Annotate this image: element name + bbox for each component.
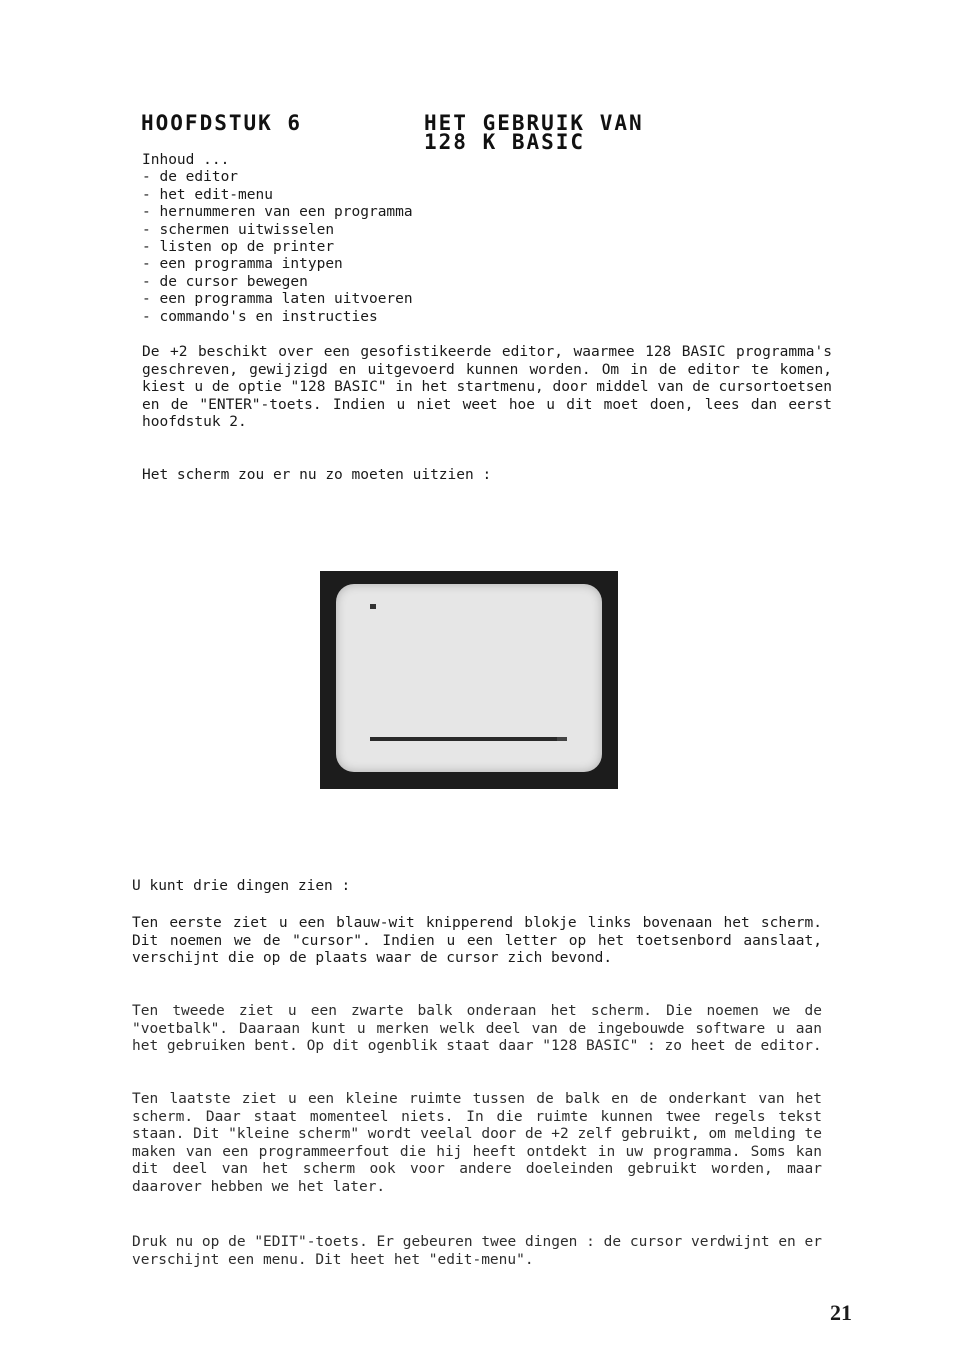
toc-intro: Inhoud ...	[142, 152, 230, 168]
table-of-contents	[142, 152, 413, 326]
toc-item: - hernummeren van een programma	[142, 204, 413, 221]
chapter-title-line1: HET GEBRUIK VAN	[424, 111, 644, 135]
toc-item: - listen op de printer	[142, 239, 335, 256]
tv-screen-illustration	[320, 571, 618, 789]
chapter-heading	[141, 111, 644, 154]
page-number: 21	[830, 1300, 852, 1325]
toc-item: - schermen uitwisselen	[142, 221, 335, 238]
footer-bar	[370, 737, 560, 741]
small-screen-paragraph: Ten laatste ziet u een kleine ruimte tussen de balk en de onderkant van het scherm. Daar staat momenteel niets. In die ruimte kunnen twee regels tekst staan. Dit "kleine scherm" wordt veelal door de +2 zelf gebruikt, om melding te maken van een programmeerfout die hij heeft ontdekt in uw programma. Soms kan dit deel van het scherm ook voor andere doeleinden gebruikt worden, maar daarover hebben we het later.	[132, 1091, 822, 1195]
footer-bar-end	[557, 737, 567, 741]
footer-bar-paragraph: Ten tweede ziet u een zwarte balk onderaan het scherm. Die noemen we de "voetbalk". Daaraan kunt u merken welk deel van de ingebouwde software u aan het gebruiken bent. Op dit ogenblik staat daar "128 BASIC" : zo heet de editor.	[132, 1003, 822, 1055]
toc-item: - een programma intypen	[142, 256, 343, 273]
chapter-title-line2: 128 K BASIC	[424, 130, 586, 154]
edit-key-paragraph: Druk nu op de "EDIT"-toets. Er gebeuren twee dingen : de cursor verdwijnt en er verschijnt een menu. Dit heet het "edit-menu".	[132, 1234, 822, 1268]
cursor-paragraph: Ten eerste ziet u een blauw-wit knipperend blokje links bovenaan het scherm. Dit noemen we de "cursor". Indien u een letter op het toetsenbord aanslaat, verschijnt die op de plaats waar de cursor zich bevond.	[132, 915, 822, 967]
toc-item: - de cursor bewegen	[142, 273, 308, 290]
chapter-number: HOOFDSTUK 6	[141, 111, 303, 135]
cursor-block	[370, 604, 376, 609]
three-things-paragraph: U kunt drie dingen zien :	[132, 878, 351, 894]
toc-item: - commando's en instructies	[142, 308, 378, 325]
toc-item: - een programma laten uitvoeren	[142, 291, 413, 308]
screen-caption: Het scherm zou er nu zo moeten uitzien :	[142, 467, 492, 483]
toc-item: - het edit-menu	[142, 186, 273, 203]
intro-paragraph: De +2 beschikt over een gesofistikeerde editor, waarmee 128 BASIC programma's geschreven, gewijzigd en uitgevoerd kunnen worden. Om in de editor te komen, kiest u de optie "128 BASIC" in het startmenu, door middel van de cursortoetsen en de "ENTER"-toets. Indien u niet weet hoe u dit moet doen, lees dan eerst hoofdstuk 2.	[142, 344, 832, 431]
toc-item: - de editor	[142, 169, 239, 186]
tv-screen	[336, 584, 602, 772]
